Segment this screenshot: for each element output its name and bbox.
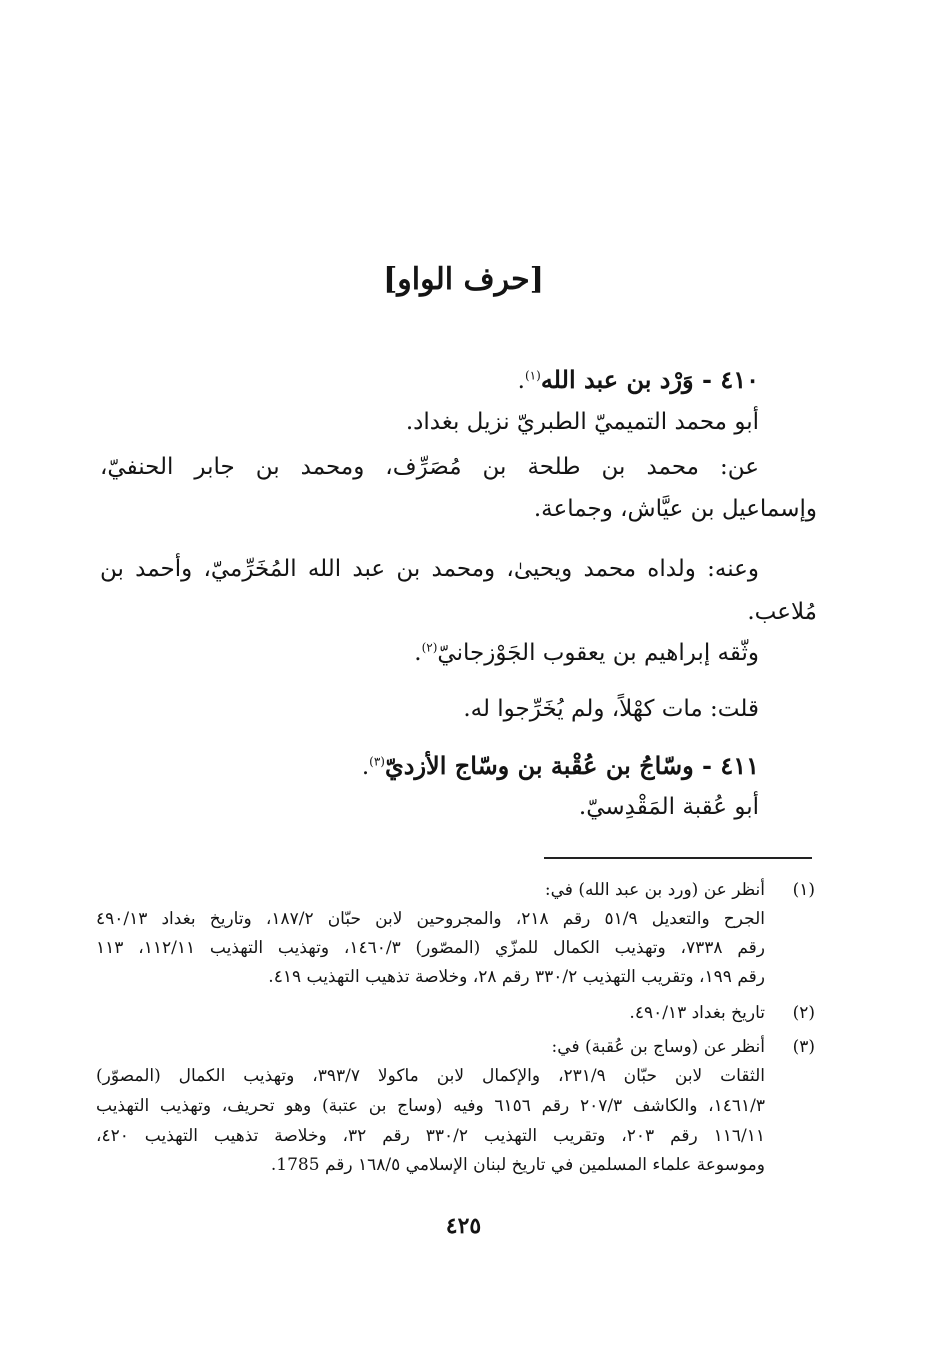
entry-411-heading-line — [362, 751, 759, 780]
chapter-title: [حرف الواو] — [383, 262, 544, 297]
entry-410-tawthiq-end: . — [414, 640, 422, 666]
footnote-3-number: (٣) — [792, 1037, 815, 1057]
entry-410-teachers-line-2: وإسماعيل بن عيَّاش، وجماعة. — [533, 496, 817, 522]
footnote-1-line-4: رقم ١٩٩، وتقريب التهذيب ٣٣٠/٢ رقم ٢٨، وخلاصة تذهيب التهذيب ٤١٩. — [268, 967, 765, 987]
footnote-3-line-5: وموسوعة علماء المسلمين في تاريخ لبنان الإسلامي ١٦٨/٥ رقم 1785. — [270, 1155, 765, 1175]
footnote-ref-1[interactable]: (١) — [524, 368, 541, 383]
entry-411-heading-end: . — [361, 754, 370, 780]
footnote-3-line-3: ١٤٦١/٣، والكاشف ٢٠٧/٣ رقم ٦١٥٦ وفيه (وساج بن عتبة) وهو تحريف، وتهذيب التهذيب — [96, 1096, 765, 1116]
entry-411-kunya: أبو عُقبة المَقْدِسيّ. — [578, 794, 759, 820]
entry-410-teachers-line-1: عن: محمد بن طلحة بن مُصَرِّف، ومحمد بن جابر الحنفيّ، — [100, 454, 759, 480]
entry-411-heading: ٤١١ - وسّاجُ بن عُقْبة بن وسّاج الأزديّ — [384, 751, 759, 780]
entry-410-heading: ٤١٠ - وَرْد بن عبد الله — [540, 365, 759, 394]
footnote-1-line-3: رقم ٧٣٣٨، وتهذيب الكمال للمزّي (المصّور) ١٤٦٠/٣، وتهذيب التهذيب ١١٢/١١، ١١٣ — [96, 938, 766, 958]
footnote-1-number: (١) — [792, 880, 815, 900]
entry-410-tawthiq-line — [414, 640, 759, 666]
entry-410-note: قلت: مات كهْلاً، ولم يُخَرِّجوا له. — [463, 696, 759, 722]
footnote-ref-2[interactable]: (٢) — [421, 640, 438, 655]
entry-410-kunya: أبو محمد التميميّ الطبريّ نزيل بغداد. — [405, 409, 759, 435]
footnote-2-line-1: تاريخ بغداد ٤٩٠/١٣. — [629, 1003, 765, 1023]
footnote-1-line-2: الجرح والتعديل ٥١/٩ رقم ٢١٨، والمجروحين لابن حبّان ١٨٧/٢، وتاريخ بغداد ٤٩٠/١٣ — [96, 909, 765, 929]
footnote-3-line-2: الثقات لابن حبّان ٢٣١/٩، والإكمال لابن ماكولا ٣٩٣/٧، وتهذيب الكمال (المصوّر) — [96, 1066, 765, 1086]
footnote-3-line-4: ١١٦/١١ رقم ٢٠٣، وتقريب التهذيب ٣٣٠/٢ رقم ٣٢، وخلاصة تذهيب التهذيب ٤٢٠، — [96, 1126, 766, 1146]
entry-410-heading-line — [518, 365, 759, 394]
entry-410-students-line-1: وعنه: ولداه محمد ويحيىٰ، ومحمد بن عبد الله المُخَرِّميّ، وأحمد بن — [100, 556, 759, 582]
footnote-ref-3[interactable]: (٣) — [369, 754, 385, 769]
footnote-3-line-1: أنظر عن (وساج بن عُقبة) في: — [551, 1037, 765, 1057]
entry-410-students-line-2: مُلاعب. — [747, 599, 817, 625]
page-number: ٤٢٥ — [445, 1213, 482, 1239]
entry-410-heading-end: . — [517, 368, 525, 394]
footnote-separator — [544, 857, 812, 859]
footnote-1-line-1: أنظر عن (ورد بن عبد الله) في: — [544, 880, 765, 900]
entry-410-tawthiq: وثّقه إبراهيم بن يعقوب الجَوْزجانيّ — [437, 640, 759, 666]
footnote-2-number: (٢) — [792, 1003, 815, 1023]
